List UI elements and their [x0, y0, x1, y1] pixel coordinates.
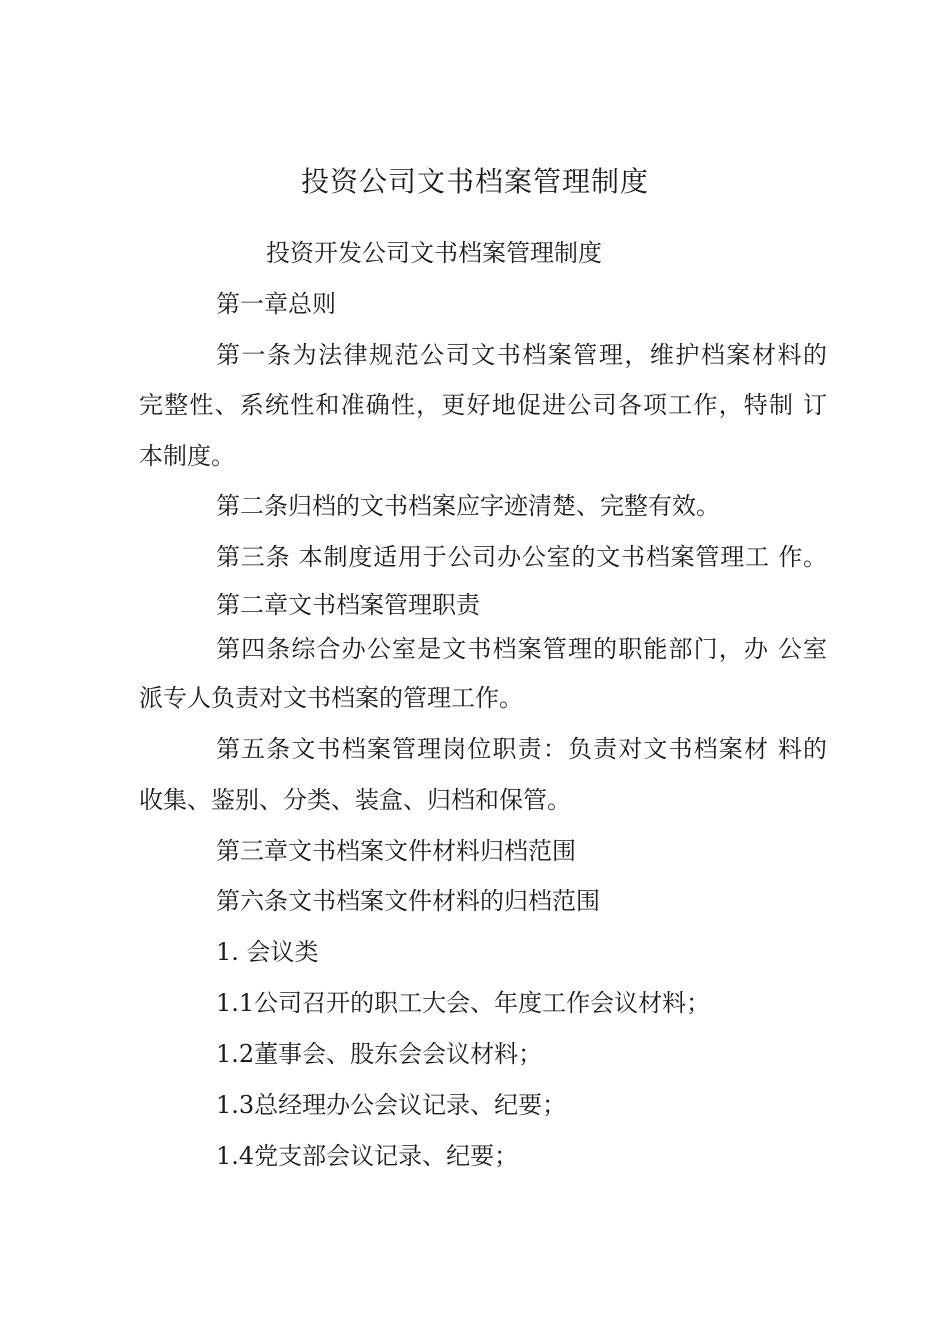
paragraph-line: 派专人负责对文书档案的管理工作。	[139, 684, 523, 712]
list-item: 1. 会议类	[216, 938, 319, 966]
paragraph-line: 第二条归档的文书档案应字迹清楚、完整有效。	[216, 492, 720, 520]
subtitle: 投资开发公司文书档案管理制度	[266, 239, 602, 267]
chapter-heading: 第三章文书档案文件材料归档范围	[216, 837, 576, 865]
paragraph-line: 第四条综合办公室是文书档案管理的职能部门，办 公室	[216, 635, 827, 663]
paragraph-line: 第三条 本制度适用于公司办公室的文书档案管理工 作。	[216, 543, 827, 571]
chapter-heading: 第一章总则	[216, 290, 336, 318]
document-title: 投资公司文书档案管理制度	[300, 165, 649, 198]
paragraph-line: 第五条文书档案管理岗位职责：负责对文书档案材 料的	[216, 735, 827, 763]
list-item: 1.2董事会、股东会会议材料；	[216, 1040, 543, 1068]
paragraph-line: 收集、鉴别、分类、装盒、归档和保管。	[139, 786, 571, 814]
paragraph-line: 完整性、系统性和准确性，更好地促进公司各项工作，特制 订	[139, 391, 827, 419]
paragraph-line: 本制度。	[139, 442, 235, 470]
list-item: 1.4党支部会议记录、纪要；	[216, 1142, 519, 1170]
paragraph-line: 第一条为法律规范公司文书档案管理，维护档案材料的	[216, 341, 827, 369]
list-item: 1.1公司召开的职工大会、年度工作会议材料；	[216, 989, 711, 1017]
chapter-heading: 第二章文书档案管理职责	[216, 591, 480, 619]
paragraph-line: 第六条文书档案文件材料的归档范围	[216, 887, 600, 915]
list-item: 1.3总经理办公会议记录、纪要；	[216, 1091, 567, 1119]
